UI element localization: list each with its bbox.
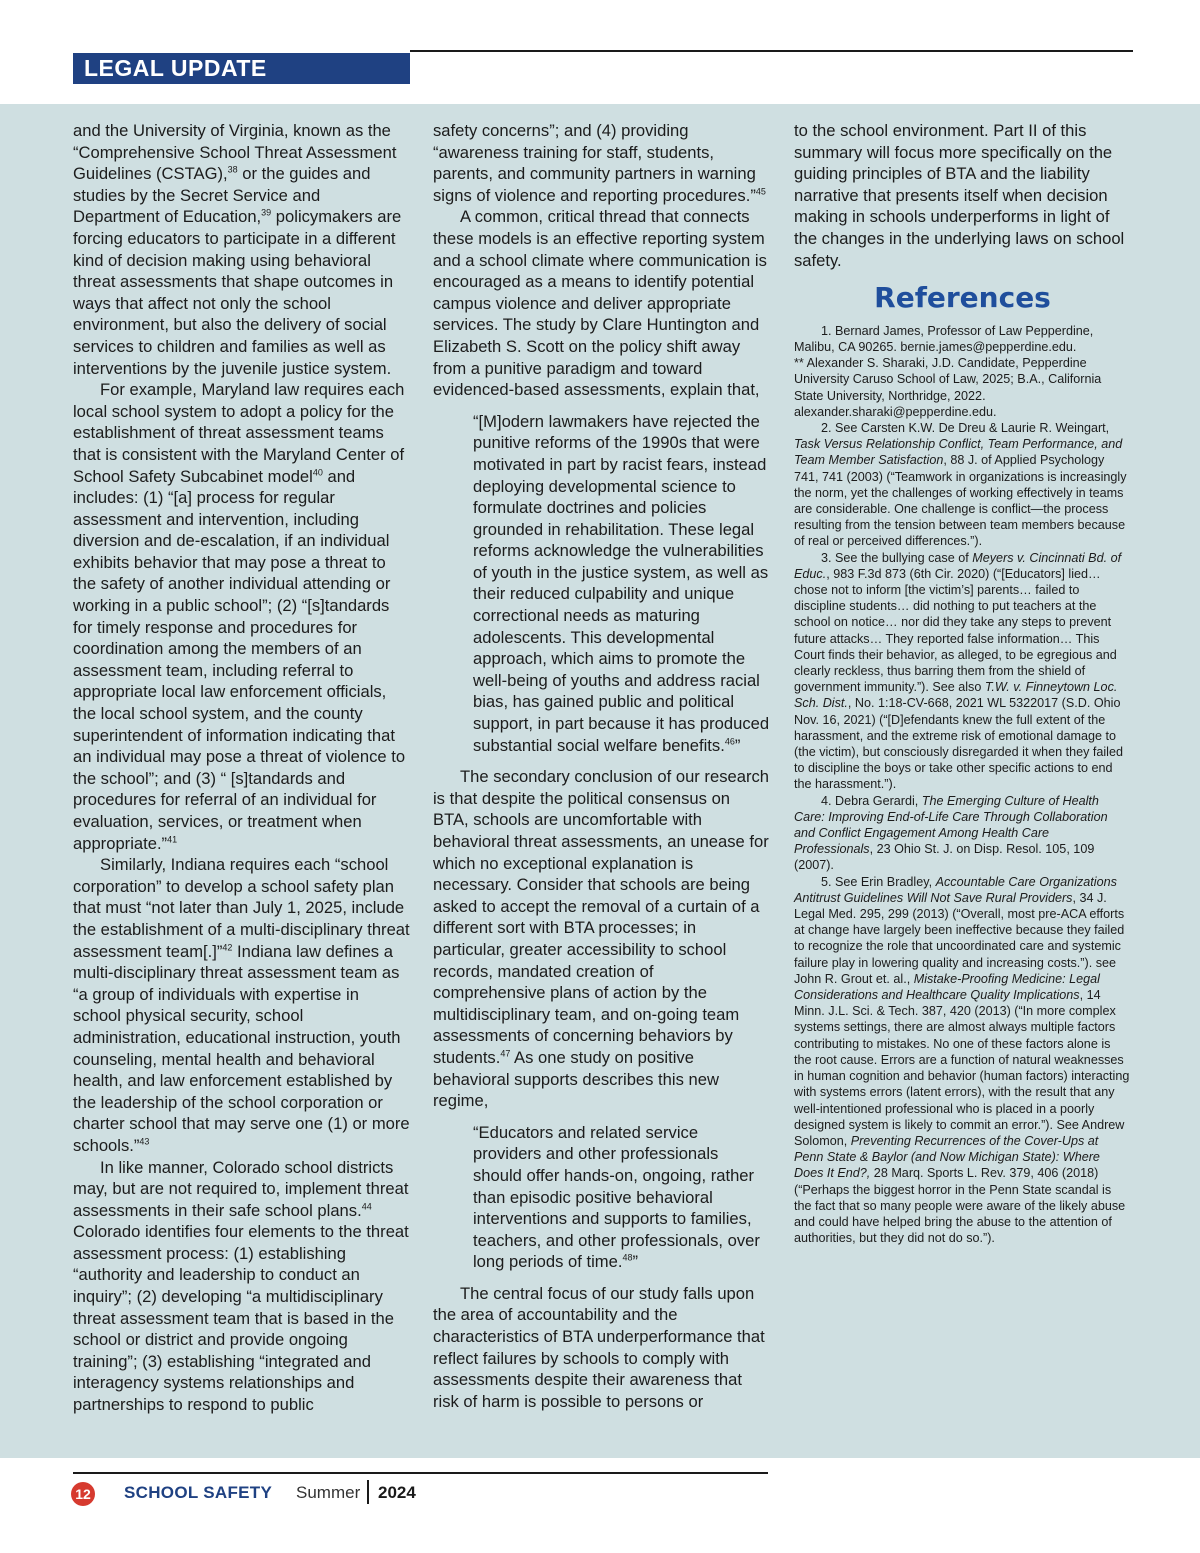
paragraph: to the school environment. Part II of this summary will focus more specifically on the guiding principles of BTA and the liability narrative that presents itself when decision making in schools underperforms in light of the changes in the underlying laws on school safety. xyxy=(794,121,1125,270)
page-number-badge: 12 xyxy=(71,1482,95,1506)
issue-year: 2024 xyxy=(378,1483,416,1502)
footer-rule xyxy=(73,1472,768,1474)
reference-item: 3. See the bullying case of Meyers v. Cincinnati Bd. of Educ., 983 F.3d 873 (6th Cir. 2020) (“[Educators] lied…chose not to inform [the victim’s] parents… failed to discipline students… did nothing to put teachers at the school on notice… nor did they take any steps to prevent future attacks… They reported false information… This Court finds their behavior, as alleged, to be egregious and clearly reckless, thus barring them from the shield of government immunity.”). See also T.W. v. Finneytown Loc. Sch. Dist., No. 1:18-CV-668, 2021 WL 5322017 (S.D. Ohio Nov. 16, 2021) (“[D]efendants knew the full extent of the harassment, and the extreme risk of emotional damage to (the victim), but consciously disregarded it when they failed to discipline the boys or take other specific actions to end the harassment.”). xyxy=(794,550,1123,792)
footnote-ref[interactable]: 45 xyxy=(755,186,766,197)
column-1 xyxy=(73,120,410,1416)
reference-item: 2. See Carsten K.W. De Dreu & Laurie R. Weingart, Task Versus Relationship Conflict, Team Performance, and Team Member Satisfaction, 88 J. of Applied Psychology 741, 741 (2003) (“Teamwork in organizations is increasingly the norm, yet the challenges of working effectively in teams are considerable. One challenge is conflict—the process resulting from the tension between team members because of real or perceived differences.”). xyxy=(794,420,1127,549)
paragraph: In like manner, Colorado school districts may, but are not required to, implement threat assessments in their safe school plans.$^{44}$ Colorado identifies four elements to the threat assessment process: (1) establishing “authority and leadership to conduct an inquiry”; (2) developing “a multidisciplinary threat assessment team that is based in the school or district and provide ongoing training”; (3) establishing “integrated and interagency systems relationships and partnerships to respond to public xyxy=(73,1157,409,1415)
footnote-ref[interactable]: 44 xyxy=(361,1201,372,1212)
paragraph: Similarly, Indiana requires each “school corporation” to develop a school safety plan that must “not later than July 1, 2025, include the establishment of a multi-disciplinary threat assessment team[.]”$^{42}$ Indiana law defines a multi-disciplinary threat assessment team as “a group of individuals with expertise in school physical security, school administration, educational instruction, youth counseling, mental health and behavioral health, and law enforcement established by the leadership of the school corporation or charter school that may serve one (1) or more schools.”$^{43}$ xyxy=(73,855,410,1155)
paragraph: The central focus of our study falls upon the area of accountability and the characteristics of BTA underperformance that reflect failures by schools to comply with assessments despite their awareness that risk of harm is possible to persons or xyxy=(433,1283,765,1411)
header-rule xyxy=(410,50,1133,52)
footnote-ref[interactable]: 39 xyxy=(261,207,272,218)
magazine-title: SCHOOL SAFETY xyxy=(124,1483,273,1502)
footnote-ref[interactable]: 41 xyxy=(167,834,178,845)
paragraph: A common, critical thread that connects these models is an effective reporting system and a school climate where communication is encouraged as a means to identify potential campus violence and deliver appropriate services. The study by Clare Huntington and Elizabeth S. Scott on the policy shift away from a punitive paradigm and toward evidenced-based assessments, explain that, xyxy=(433,207,767,400)
footnote-ref[interactable]: 47 xyxy=(500,1048,511,1059)
footer-separator xyxy=(367,1480,369,1504)
column-2 xyxy=(433,120,770,1412)
reference-item: 1. Bernard James, Professor of Law Pepperdine, Malibu, CA 90265. bernie.james@pepperdine.edu. ** Alexander S. Sharaki, J.D. Candidate, Pepperdine University Caruso School of Law, 2025; B.A., California State University, Northridge, 2022. alexander.sharaki@pepperdine.edu. xyxy=(794,323,1102,419)
references-heading: References xyxy=(874,281,1051,315)
issue-season: Summer xyxy=(296,1483,361,1502)
paragraph: safety concerns”; and (4) providing “awareness training for staff, students, parents, and community partners in warning signs of violence and reporting procedures.”$^{45}$ xyxy=(433,121,766,205)
footnote-ref[interactable]: 43 xyxy=(139,1136,150,1147)
block-quote: “[M]odern lawmakers have rejected the punitive reforms of the 1990s that were motivated in part by racist fears, instead deploying developmental science to formulate doctrines and policies grounded in rehabilitation. These legal reforms acknowledge the vulnerabilities of youth in the justice system, as well as their reduced culpability and unique correctional needs as maturing adolescents. This developmental approach, which aims to promote the well-being of youths and address racial bias, has gained public and political support, in part because it has produced substantial social welfare benefits.$^{46}$” xyxy=(473,411,770,755)
footnote-ref[interactable]: 40 xyxy=(312,466,323,477)
column-3 xyxy=(794,120,1131,1246)
footnote-ref[interactable]: 46 xyxy=(724,736,735,747)
section-header: LEGAL UPDATE xyxy=(73,53,410,84)
paragraph: The secondary conclusion of our research is that despite the political consensus on BTA, schools are uncomfortable with behavioral threat assessments, an unease for which no exceptional explanation is necessary. Consider that schools are being asked to accept the removal of a curtain of a different sort with BTA processes; in particular, greater accessibility to school records, mandated creation of comprehensive plans of action by the multidisciplinary team, and on-going team assessments of concerning behaviors by students.$^{47}$ As one study on positive behavioral supports describes this new regime, xyxy=(433,767,769,1111)
block-quote: “Educators and related service providers and other professionals should offer hands-on, ongoing, rather than episodic positive behavioral interventions and supports to families, teachers, and other professionals, over long periods of time.$^{48}$” xyxy=(473,1122,760,1272)
footnote-ref[interactable]: 42 xyxy=(222,942,233,953)
reference-item: 4. Debra Gerardi, The Emerging Culture of Health Care: Improving End-of-Life Care Through Collaboration and Conflict Engagement Among Health Care Professionals, 23 Ohio St. J. on Disp. Resol. 105, 109 (2007). xyxy=(794,793,1108,873)
paragraph: For example, Maryland law requires each local school system to adopt a policy for the establishment of threat assessment teams that is consistent with the Maryland Center of School Safety Subcabinet model$^{40}$ and includes: (1) “[a] process for regular assessment and intervention, including diversion and de-escalation, if an individual exhibits behavior that may pose a threat to the safety of another individual attending or working in a public school”; (2) “[s]tandards for timely response and procedures for coordination among the members of an assessment team, including referral to appropriate local law enforcement officials, the local school system, and the county superintendent of information indicating that an individual may pose a threat of violence to the school”; and (3) “ [s]tandards and procedures for referral of an individual for evaluation, services, or treatment when appropriate.”$^{41}$ xyxy=(73,380,406,853)
paragraph: and the University of Virginia, known as the “Comprehensive School Threat Assessment Guidelines (CSTAG),$^{38}$ or the guides and studies by the Secret Service and Department of Education,$^{39}$ policymakers are forcing educators to participate in a different kind of decision making using behavioral threat assessments that shape outcomes in ways that affect not only the school environment, but also the delivery of social services to children and families as well as interventions by the juvenile justice system. xyxy=(73,121,402,378)
footnote-ref[interactable]: 48 xyxy=(622,1252,633,1263)
footnote-ref[interactable]: 38 xyxy=(227,164,238,175)
reference-item: 5. See Erin Bradley, Accountable Care Organizations Antitrust Guidelines Will Not Save Rural Providers, 34 J. Legal Med. 295, 299 (2013) (“Overall, most pre-ACA efforts at change have largely been ineffective because they failed to recognize the role that uncoordinated care and systemic failure play in lowering quality and increasing costs.”). see John R. Grout et. al., Mistake-Proofing Medicine: Legal Considerations and Healthcare Quality Implications, 14 Minn. J.L. Sci. & Tech. 387, 420 (2013) (“In more complex systems settings, there are almost always multiple factors contributing to mistakes. No one of these factors alone is the root cause. Errors are a function of natural weaknesses in human cognition and behavior (human factors) interacting with systems errors (latent errors), with the result that any well-intentioned professional who is placed in a poorly designed system is likely to commit an error.”). See Andrew Solomon, Preventing Recurrences of the Cover-Ups at Penn State & Baylor (and Now Michigan State): Where Does It End?, 28 Marq. Sports L. Rev. 379, 406 (2018) (“Perhaps the biggest horror in the Penn State scandal is the fact that so many people were aware of the likely abuse and could have helped bring the abuse to the attention of authorities, but they did not do so.”). xyxy=(794,874,1130,1246)
